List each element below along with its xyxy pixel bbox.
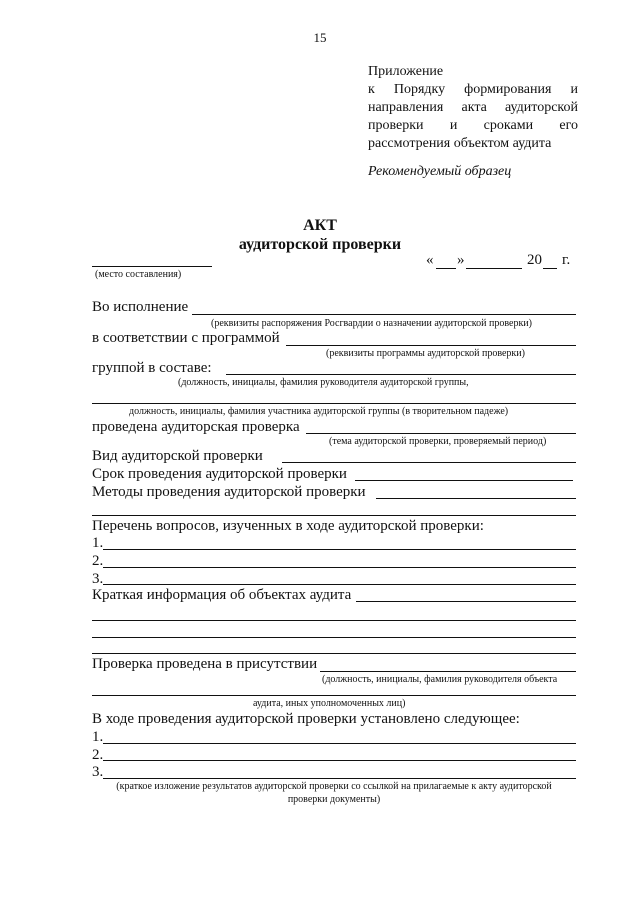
result-line [103,743,576,744]
appendix-line: проверки и сроками его [368,118,578,133]
result-line [103,760,576,761]
place-line [92,266,212,267]
execution-label: Во исполнение [92,299,189,315]
program-line [286,345,576,346]
program-label: в соответствии с программой [92,330,280,346]
group-label: группой в составе: [92,360,212,376]
appendix-block [368,63,578,153]
presence-line-extra [92,695,576,696]
date-year-prefix: 20 [527,252,542,268]
group-hint: (должность, инициалы, фамилия руководителя аудиторской группы, [178,377,469,388]
objects-info-line [356,601,576,602]
sample-label: Рекомендуемый образец [368,164,512,179]
date-day-line [436,268,456,269]
methods-line [376,498,576,499]
conducted-line [306,433,576,434]
presence-hint-continued: аудита, иных уполномоченных лиц) [253,698,406,709]
document-title: АКТ [303,217,337,234]
question-number: 3. [92,571,104,587]
term-label: Срок проведения аудиторской проверки [92,466,347,482]
type-label: Вид аудиторской проверки [92,448,263,464]
date-quote-open: « [426,252,434,268]
place-hint: (место составления) [95,269,182,280]
appendix-line: Приложение [368,64,444,79]
result-number: 2. [92,747,104,763]
question-line [103,567,576,568]
presence-line [320,671,576,672]
type-line [282,462,576,463]
presence-label: Проверка проведена в присутствии [92,656,318,672]
results-hint-continued: проверки документы) [287,794,381,805]
page-number: 15 [313,30,327,45]
appendix-line: к Порядку формирования и [368,82,578,97]
date-quote-close: » [457,252,465,268]
methods-label: Методы проведения аудиторской проверки [92,484,366,500]
established-label: В ходе проведения аудиторской проверки установлено следующее: [92,711,520,727]
result-line [103,778,576,779]
member-hint: должность, инициалы, фамилия участника аудиторской группы (в творительном падеже) [129,406,509,417]
results-hint: (краткое изложение результатов аудиторской проверки со ссылкой на прилагаемые к акту аудиторской [116,781,552,792]
date-year-line [543,268,557,269]
questions-label: Перечень вопросов, изученных в ходе аудиторской проверки: [92,518,484,534]
conducted-label: проведена аудиторская проверка [92,419,300,435]
date-year-suffix: г. [562,252,571,268]
question-number: 2. [92,553,104,569]
document-subtitle: аудиторской проверки [238,236,402,253]
execution-line [192,314,576,315]
objects-info-label: Краткая информация об объектах аудита [92,587,352,603]
result-number: 1. [92,729,104,745]
result-number: 3. [92,764,104,780]
presence-hint: (должность, инициалы, фамилия руководителя объекта [322,674,558,685]
appendix-line: направления акта аудиторской [368,100,578,115]
question-number: 1. [92,535,104,551]
term-line [355,480,573,481]
date-month-line [466,268,522,269]
member-line [92,403,576,404]
objects-info-line-extra [92,620,576,621]
question-line [103,549,576,550]
objects-info-line-extra [92,653,576,654]
appendix-line: рассмотрения объектом аудита [368,136,552,151]
group-line [226,374,576,375]
question-line [103,584,576,585]
execution-hint: (реквизиты распоряжения Росгвардии о назначении аудиторской проверки) [211,318,532,329]
objects-info-line-extra [92,637,576,638]
program-hint: (реквизиты программы аудиторской проверки) [326,348,525,359]
conducted-hint: (тема аудиторской проверки, проверяемый период) [329,436,547,447]
methods-line-extra [92,515,576,516]
